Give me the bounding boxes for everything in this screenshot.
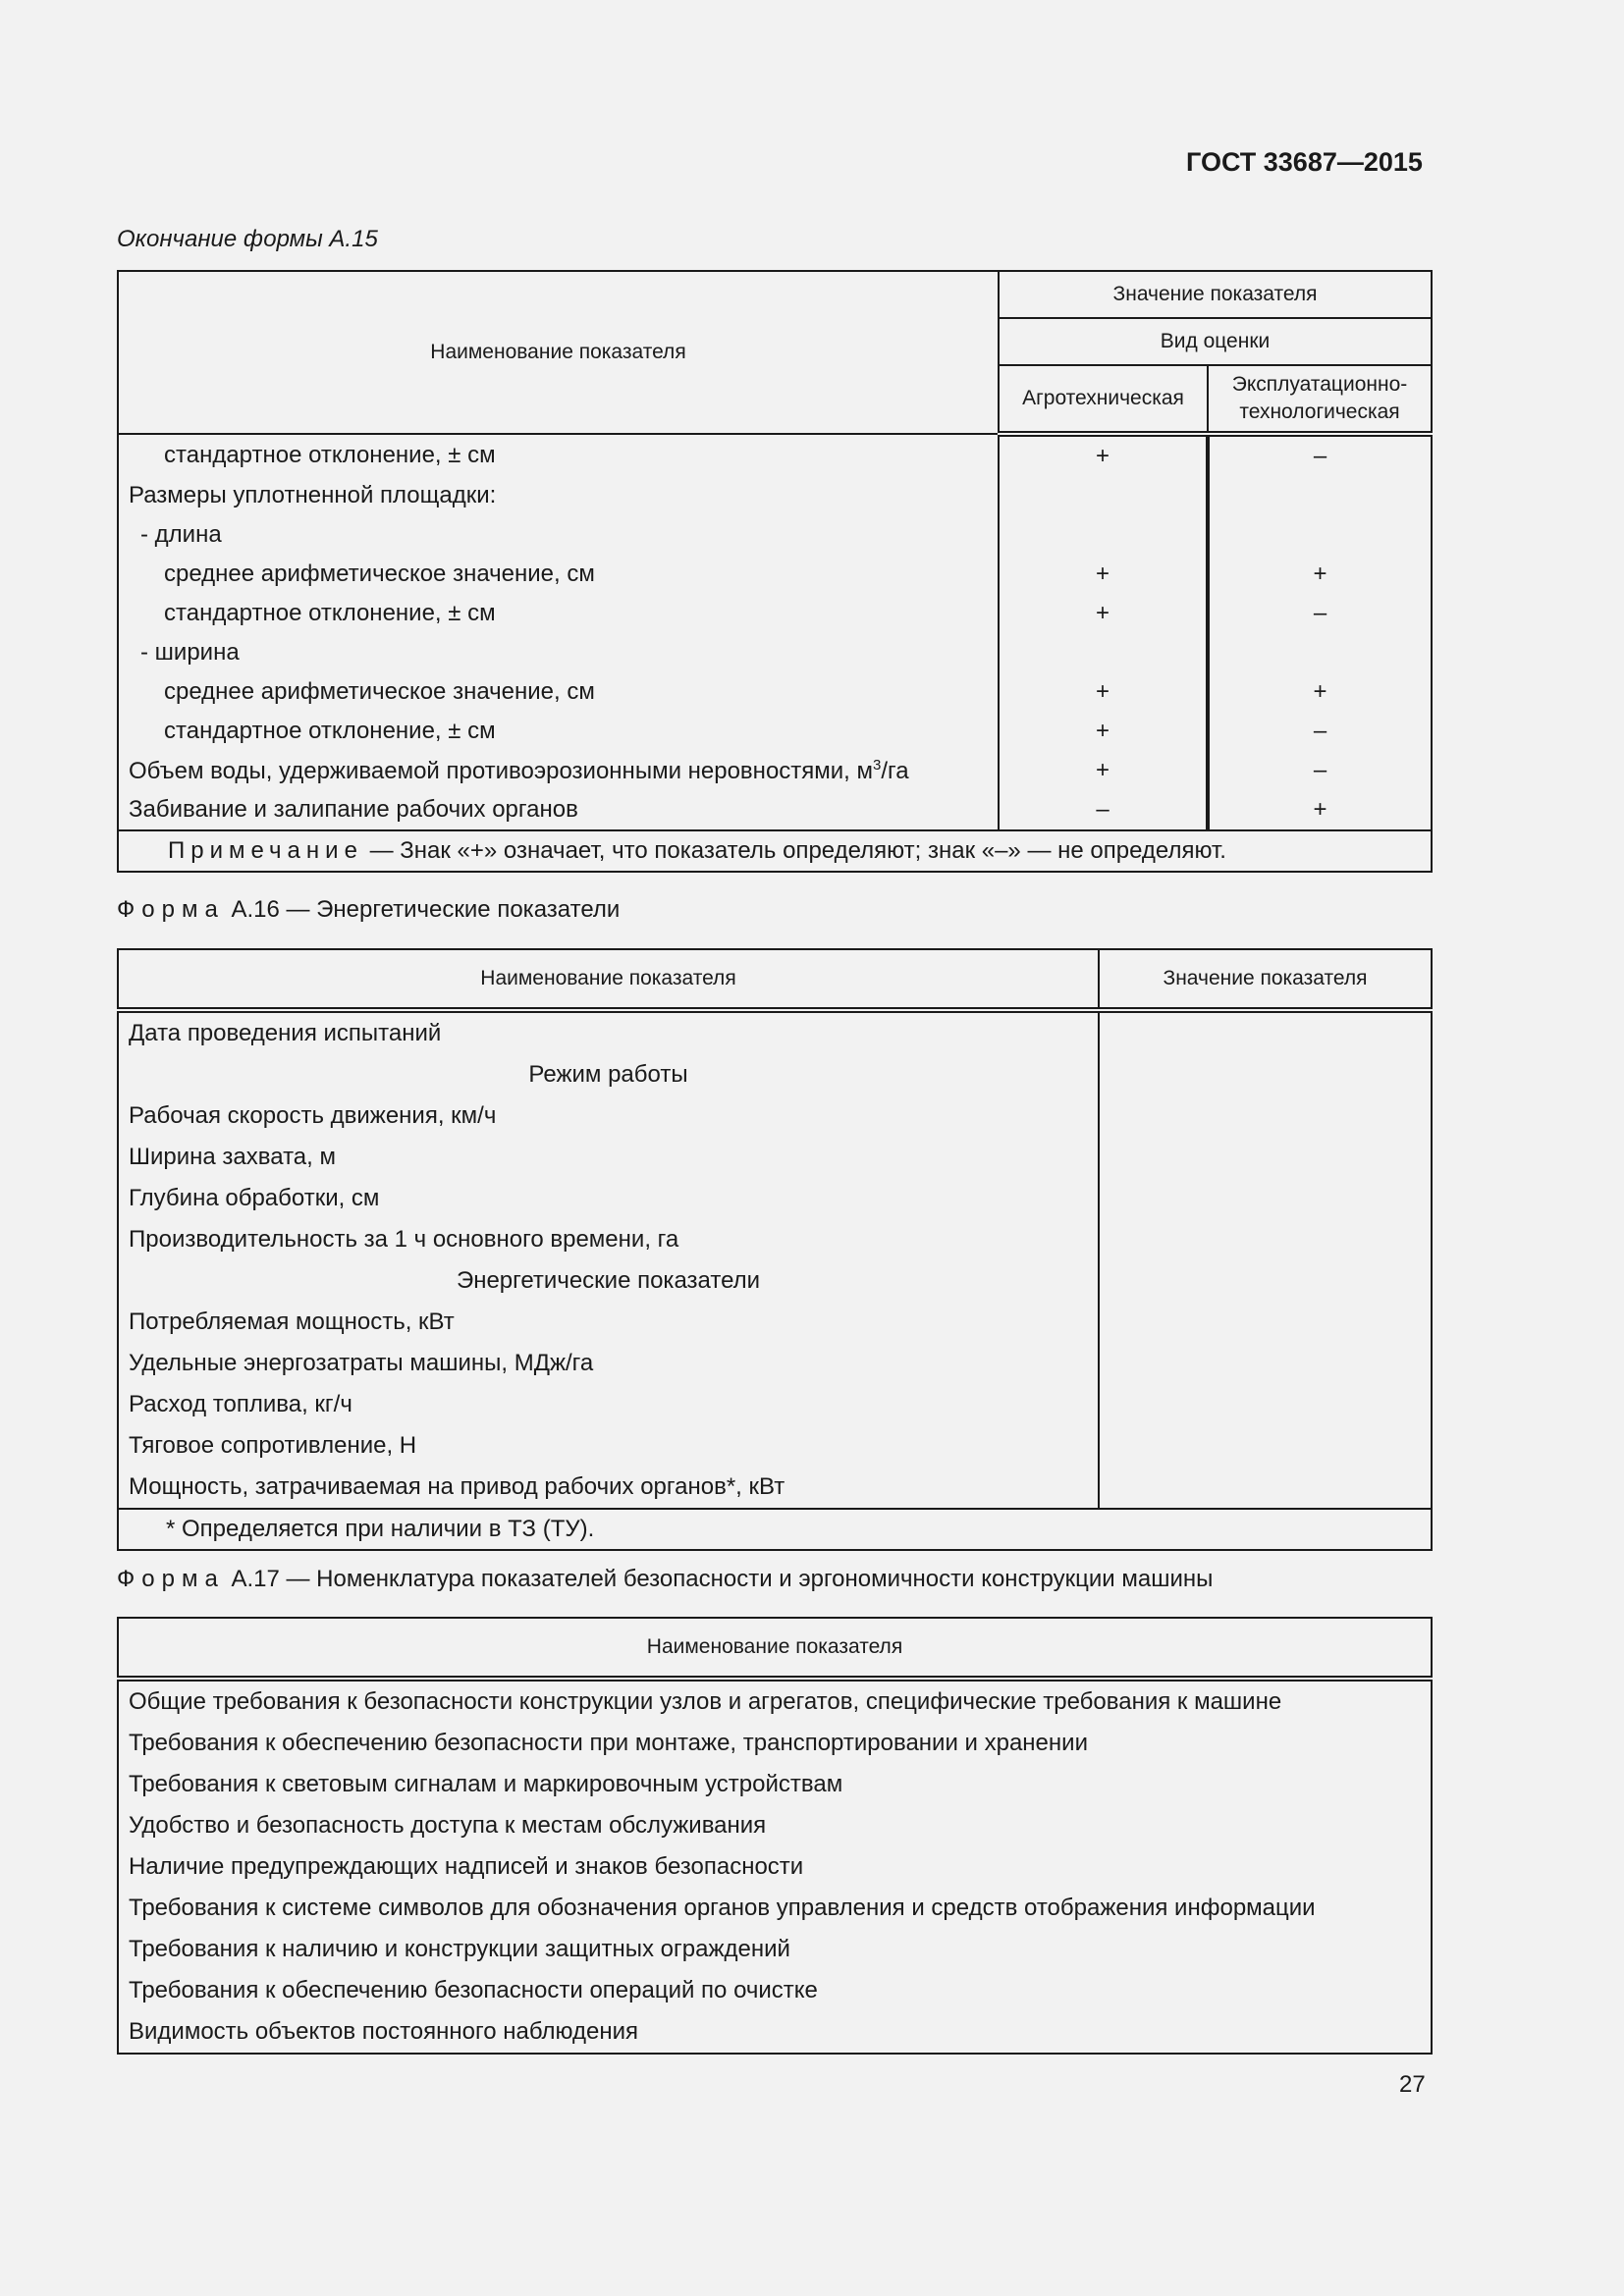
table-row bbox=[118, 790, 1432, 830]
agro-mark bbox=[999, 633, 1208, 672]
expl-mark: – bbox=[1208, 594, 1432, 633]
table-row bbox=[118, 1384, 1432, 1425]
agro-mark: + bbox=[999, 594, 1208, 633]
form-a15-body bbox=[118, 434, 1432, 830]
expl-mark: + bbox=[1208, 790, 1432, 830]
expl-mark: + bbox=[1208, 672, 1432, 712]
table-row bbox=[118, 1010, 1432, 1054]
agro-mark: + bbox=[999, 712, 1208, 751]
row-label: Требования к системе символов для обозначения органов управления и средств отображения информации bbox=[118, 1888, 1432, 1929]
form-a15-note bbox=[118, 830, 1432, 872]
row-label: Глубина обработки, см bbox=[118, 1178, 1099, 1219]
table-row bbox=[118, 1929, 1432, 1970]
expl-mark: + bbox=[1208, 555, 1432, 594]
table-row bbox=[118, 1260, 1432, 1302]
value-cell bbox=[1099, 1010, 1432, 1054]
expl-mark bbox=[1208, 515, 1432, 555]
table-row bbox=[118, 1805, 1432, 1846]
row-label: Объем воды, удерживаемой противоэрозионными неровностями, $м^3/га$ bbox=[118, 751, 999, 790]
form-a17-title-text: А.17 — Номенклатура показателей безопасности и эргономичности конструкции машины bbox=[231, 1566, 1214, 1592]
table-row bbox=[118, 1888, 1432, 1929]
col-header-name: Наименование показателя bbox=[118, 949, 1099, 1010]
value-cell bbox=[1099, 1302, 1432, 1343]
table-row bbox=[118, 1095, 1432, 1137]
table-row bbox=[118, 515, 1432, 555]
value-cell bbox=[1099, 1467, 1432, 1509]
agro-mark bbox=[999, 476, 1208, 515]
table-row bbox=[118, 1137, 1432, 1178]
table-row bbox=[118, 1302, 1432, 1343]
table-row bbox=[118, 712, 1432, 751]
row-label: Видимость объектов постоянного наблюдения bbox=[118, 2011, 1432, 2054]
col-header-expl: Эксплуатационно-технологическая bbox=[1208, 365, 1432, 434]
table-row bbox=[118, 633, 1432, 672]
value-cell bbox=[1099, 1095, 1432, 1137]
row-label: Требования к световым сигналам и маркировочным устройствам bbox=[118, 1764, 1432, 1805]
row-label: Размеры уплотненной площадки: bbox=[118, 476, 999, 515]
row-label: стандартное отклонение, ± см bbox=[118, 594, 999, 633]
form-a17-title bbox=[117, 1566, 1213, 1593]
agro-mark bbox=[999, 515, 1208, 555]
row-label: Производительность за 1 ч основного времени, га bbox=[118, 1219, 1099, 1260]
table-row bbox=[118, 1219, 1432, 1260]
table-row bbox=[118, 1178, 1432, 1219]
agro-mark: + bbox=[999, 751, 1208, 790]
section-heading: Энергетические показатели bbox=[118, 1260, 1099, 1302]
row-label: - длина bbox=[118, 515, 999, 555]
expl-mark bbox=[1208, 476, 1432, 515]
table-row bbox=[118, 2011, 1432, 2054]
row-label: Удобство и безопасность доступа к местам обслуживания bbox=[118, 1805, 1432, 1846]
row-label: Требования к наличию и конструкции защитных ограждений bbox=[118, 1929, 1432, 1970]
row-label: Требования к обеспечению безопасности операций по очистке bbox=[118, 1970, 1432, 2011]
value-cell bbox=[1099, 1219, 1432, 1260]
table-row bbox=[118, 594, 1432, 633]
row-label: среднее арифметическое значение, см bbox=[118, 555, 999, 594]
note-label: Примечание bbox=[168, 837, 363, 864]
row-label: Рабочая скорость движения, км/ч bbox=[118, 1095, 1099, 1137]
agro-mark: – bbox=[999, 790, 1208, 830]
value-cell bbox=[1099, 1178, 1432, 1219]
value-cell bbox=[1099, 1425, 1432, 1467]
col-header-agro: Агротехническая bbox=[999, 365, 1208, 434]
agro-mark: + bbox=[999, 672, 1208, 712]
form-a16-footnote: * Определяется при наличии в ТЗ (ТУ). bbox=[118, 1509, 1432, 1550]
form-a16-prefix: Форма bbox=[117, 896, 225, 923]
agro-mark: + bbox=[999, 434, 1208, 476]
table-row bbox=[118, 434, 1432, 476]
table-row bbox=[118, 1723, 1432, 1764]
section-heading: Режим работы bbox=[118, 1054, 1099, 1095]
row-label: Требования к обеспечению безопасности при монтаже, транспортировании и хранении bbox=[118, 1723, 1432, 1764]
form-a16-table bbox=[117, 948, 1433, 1551]
col-header-value: Значение показателя bbox=[1099, 949, 1432, 1010]
value-cell bbox=[1099, 1343, 1432, 1384]
value-cell bbox=[1099, 1054, 1432, 1095]
expl-mark: – bbox=[1208, 434, 1432, 476]
form-a17-prefix: Форма bbox=[117, 1566, 225, 1592]
col-header-eval-type: Вид оценки bbox=[999, 318, 1432, 365]
row-label: Наличие предупреждающих надписей и знаков безопасности bbox=[118, 1846, 1432, 1888]
table-row bbox=[118, 751, 1432, 790]
row-label: стандартное отклонение, ± см bbox=[118, 434, 999, 476]
row-label: - ширина bbox=[118, 633, 999, 672]
table-row bbox=[118, 1467, 1432, 1509]
row-label: Тяговое сопротивление, Н bbox=[118, 1425, 1099, 1467]
table-row bbox=[118, 1343, 1432, 1384]
value-cell bbox=[1099, 1384, 1432, 1425]
form-a17-table bbox=[117, 1617, 1433, 2055]
table-row bbox=[118, 555, 1432, 594]
row-label: Потребляемая мощность, кВт bbox=[118, 1302, 1099, 1343]
agro-mark: + bbox=[999, 555, 1208, 594]
note-text: — Знак «+» означает, что показатель определяют; знак «–» — не определяют. bbox=[362, 837, 1226, 864]
row-label: Общие требования к безопасности конструкции узлов и агрегатов, специфические требования к машине bbox=[118, 1679, 1432, 1723]
table-row bbox=[118, 1970, 1432, 2011]
table-row bbox=[118, 476, 1432, 515]
row-label: Забивание и залипание рабочих органов bbox=[118, 790, 999, 830]
expl-mark: – bbox=[1208, 751, 1432, 790]
value-cell bbox=[1099, 1137, 1432, 1178]
table-row bbox=[118, 1764, 1432, 1805]
form-a17-body bbox=[118, 1679, 1432, 2054]
document-code: ГОСТ 33687—2015 bbox=[1186, 147, 1423, 177]
row-label: Дата проведения испытаний bbox=[118, 1010, 1099, 1054]
table-row bbox=[118, 1846, 1432, 1888]
row-label: стандартное отклонение, ± см bbox=[118, 712, 999, 751]
page-number: 27 bbox=[1399, 2071, 1426, 2098]
continuation-caption: Окончание формы А.15 bbox=[117, 226, 378, 252]
row-label: Расход топлива, кг/ч bbox=[118, 1384, 1099, 1425]
table-row bbox=[118, 1054, 1432, 1095]
table-row bbox=[118, 672, 1432, 712]
col-header-name: Наименование показателя bbox=[118, 271, 999, 434]
table-row bbox=[118, 1679, 1432, 1723]
table-row bbox=[118, 1425, 1432, 1467]
row-label: среднее арифметическое значение, см bbox=[118, 672, 999, 712]
row-label: Удельные энергозатраты машины, МДж/га bbox=[118, 1343, 1099, 1384]
row-label: Ширина захвата, м bbox=[118, 1137, 1099, 1178]
form-a16-body bbox=[118, 1010, 1432, 1509]
col-header-value: Значение показателя bbox=[999, 271, 1432, 318]
row-label: Мощность, затрачиваемая на привод рабочих органов*, кВт bbox=[118, 1467, 1099, 1509]
value-cell bbox=[1099, 1260, 1432, 1302]
form-a15-table bbox=[117, 270, 1433, 873]
form-a16-title bbox=[117, 896, 620, 924]
expl-mark: – bbox=[1208, 712, 1432, 751]
col-header-name: Наименование показателя bbox=[118, 1618, 1432, 1679]
expl-mark bbox=[1208, 633, 1432, 672]
form-a16-title-text: А.16 — Энергетические показатели bbox=[231, 896, 621, 923]
